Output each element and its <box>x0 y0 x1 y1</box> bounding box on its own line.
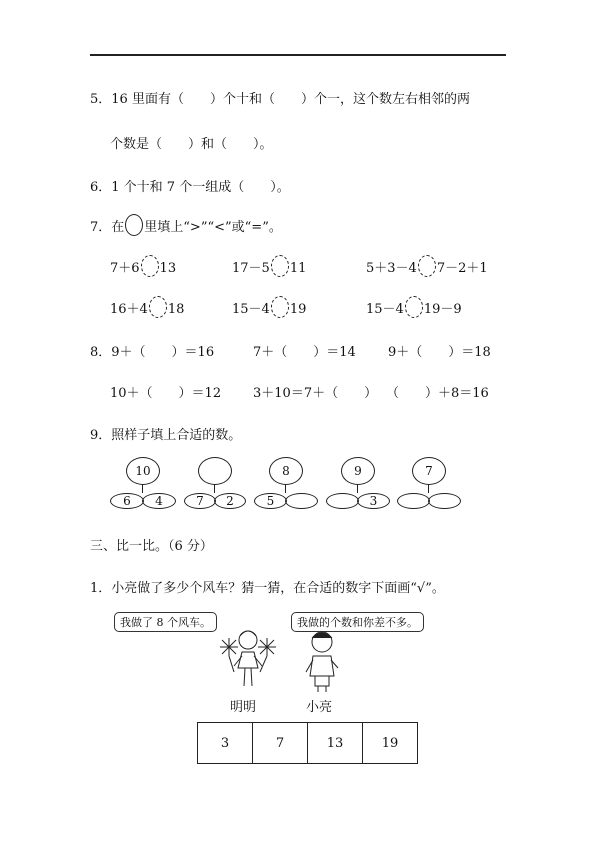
tree-stem <box>214 484 215 493</box>
tree-right-leaf[interactable] <box>285 493 318 509</box>
q7-post: 里填上“>”“<”或“=”。 <box>144 220 282 235</box>
tree-left-leaf: 7 <box>184 493 216 509</box>
tree-right-leaf: 2 <box>214 493 246 509</box>
pinwheel-icon <box>220 638 238 672</box>
q7-item-left: 5＋3－4 <box>366 261 417 276</box>
speech-bubble-left: 我做了 8 个风车。 <box>114 612 217 632</box>
children-illustration <box>214 628 424 694</box>
name-label-left: 明明 <box>230 700 257 715</box>
q7-item-left: 17－5 <box>232 261 270 276</box>
tree-top-circle: 10 <box>126 457 160 485</box>
tree-stem <box>285 484 286 493</box>
q7-item-2 <box>232 257 306 280</box>
tree-stem <box>357 484 358 493</box>
tree-top-circle: 9 <box>341 457 375 485</box>
compare-circle[interactable] <box>271 255 289 277</box>
q7-item-left: 7＋6 <box>110 261 140 276</box>
tree-top-circle: 7 <box>412 457 446 485</box>
speech-bubble-right: 我做的个数和你差不多。 <box>291 612 424 632</box>
q8-item-6: （ ）＋8＝16 <box>386 386 489 401</box>
choice-cell[interactable]: 13 <box>308 723 363 764</box>
q7-item-left: 15－4 <box>232 302 270 317</box>
compare-circle[interactable] <box>271 296 289 318</box>
tree-right-leaf: 3 <box>357 493 390 509</box>
name-label-right: 小亮 <box>306 700 333 715</box>
q3-1-text: 1．小亮做了多少个风车？猜一猜，在合适的数字下面画“√”。 <box>90 581 445 596</box>
tree-right-leaf: 4 <box>142 493 176 509</box>
q5-line2: 个数是（ ）和（ ）。 <box>110 137 273 152</box>
section-title: 三、比一比。（6 分） <box>90 539 213 554</box>
q7-item-6 <box>366 298 462 321</box>
q7-item-3 <box>366 257 488 280</box>
q7-item-4 <box>110 298 184 321</box>
q7-item-right: 13 <box>159 261 177 276</box>
tree-left-leaf[interactable] <box>326 493 359 509</box>
q8-item-5: 3＋10＝7＋（ ） <box>253 386 378 401</box>
choice-cell[interactable]: 7 <box>253 723 308 764</box>
q7-item-left: 16＋4 <box>110 302 148 317</box>
table-row <box>198 723 418 764</box>
compare-circle[interactable] <box>149 296 167 318</box>
tree-stem <box>428 484 429 493</box>
q7-item-5 <box>232 298 306 321</box>
girl-figure-icon <box>220 631 276 686</box>
q9-text: 9．照样子填上合适的数。 <box>90 428 242 443</box>
q6-text: 6．1 个十和 7 个一组成（ ）。 <box>90 180 290 195</box>
compare-circle[interactable] <box>405 296 423 318</box>
q7-item-right: 11 <box>289 261 307 276</box>
tree-left-leaf: 5 <box>254 493 287 509</box>
q7-item-right: 18 <box>167 302 185 317</box>
choice-cell[interactable]: 19 <box>363 723 418 764</box>
compare-circle[interactable] <box>141 255 159 277</box>
q7-pre: 7．在 <box>90 220 125 235</box>
tree-right-leaf[interactable] <box>428 493 461 509</box>
q7-item-right: 19－9 <box>423 302 462 317</box>
header-rule <box>90 54 506 56</box>
tree-top-circle[interactable] <box>198 457 232 485</box>
q7-item-left: 15－4 <box>366 302 404 317</box>
q5-line1: 5．16 里面有（ ）个十和（ ）个一，这个数左右相邻的两 <box>90 92 470 107</box>
q7-item-1 <box>110 257 176 280</box>
tree-stem <box>142 484 143 493</box>
q7-instruction <box>90 216 282 239</box>
pinwheel-icon <box>258 638 276 672</box>
answer-choice-table <box>197 722 418 764</box>
choice-cell[interactable]: 3 <box>198 723 253 764</box>
q7-item-right: 7－2＋1 <box>436 261 488 276</box>
q8-item-1: 8．9＋（ ）＝16 <box>90 345 215 360</box>
q8-item-2: 7＋（ ）＝14 <box>253 345 356 360</box>
tree-top-circle: 8 <box>269 457 303 485</box>
boy-figure-icon <box>306 632 338 692</box>
q8-item-3: 9＋（ ）＝18 <box>388 345 491 360</box>
compare-circle[interactable] <box>418 255 436 277</box>
q8-item-4: 10＋（ ）＝12 <box>110 386 222 401</box>
tree-left-leaf: 6 <box>110 493 144 509</box>
tree-left-leaf[interactable] <box>397 493 430 509</box>
q7-item-right: 19 <box>289 302 307 317</box>
blank-circle-icon <box>125 214 143 236</box>
